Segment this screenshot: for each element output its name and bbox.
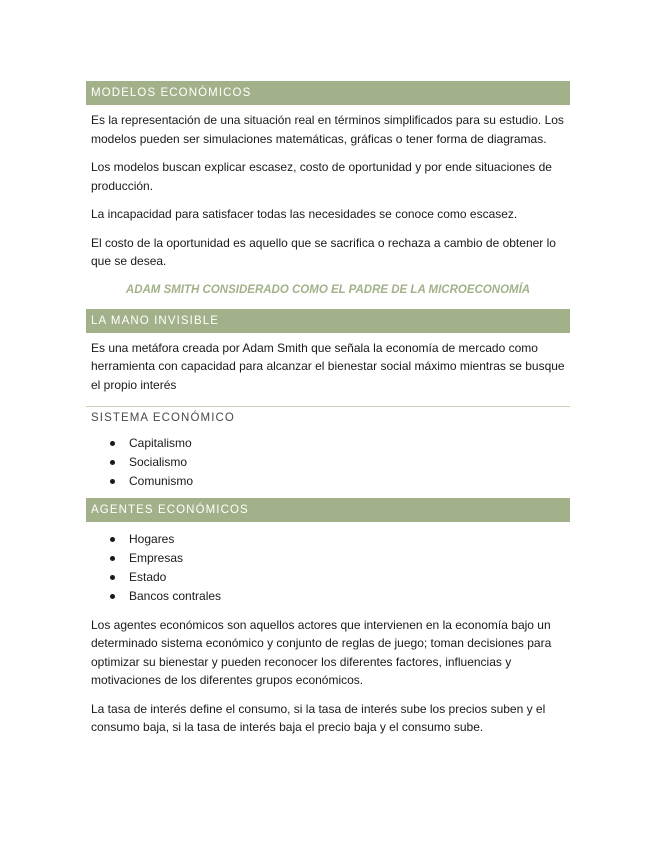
subheading-sistema-economico: SISTEMA ECONÓMICO	[86, 406, 570, 428]
list-item-label: Empresas	[129, 551, 184, 566]
list-item-label: Socialismo	[129, 454, 188, 469]
paragraph-agentes-definicion: Los agentes económicos son aquellos actores que intervienen en la economía bajo un determinado sistema económico y conjunto de reglas de juego; toman decisiones para optimizar su bienestar y pueden reconocer los diferentes factores, influencias y motivaciones de los diferentes grupos económicos.	[91, 617, 552, 688]
list-item	[129, 549, 570, 568]
list-item	[129, 587, 570, 606]
bullet-icon	[110, 594, 115, 599]
list-item-label: Hogares	[129, 532, 175, 547]
highlighted-quote: ADAM SMITH CONSIDERADO COMO EL PADRE DE LA MICROECONOMÍA	[125, 283, 531, 296]
list-item-label: Estado	[129, 569, 167, 584]
list-sistemas-economicos	[86, 434, 570, 490]
section-heading-mano-invisible: LA MANO INVISIBLE	[86, 309, 570, 333]
bullet-icon	[110, 479, 115, 484]
list-item	[129, 472, 570, 491]
bullet-icon	[110, 460, 115, 465]
section-heading-modelos-economicos: MODELOS ECONÓMICOS	[86, 81, 570, 105]
document-page	[86, 81, 570, 737]
bullet-icon	[110, 537, 115, 542]
list-item-label: Capitalismo	[129, 436, 192, 450]
paragraph-mano-invisible: Es una metáfora creada por Adam Smith que señala la economía de mercado como herramienta con capacidad para alcanzar el bienestar social máximo mientras se busque el propio interés	[91, 340, 565, 392]
bullet-icon	[110, 575, 115, 580]
bullet-icon	[110, 556, 115, 561]
list-item-label: Comunismo	[129, 473, 194, 488]
paragraph-modelos-definicion: Es la representación de una situación real en términos simplificados para su estudio. Los modelos pueden ser simulaciones matemáticas, gráficas o tener forma de diagramas.	[91, 113, 564, 146]
list-item	[129, 530, 570, 549]
section-heading-agentes-economicos: AGENTES ECONÓMICOS	[86, 498, 570, 522]
paragraph-modelos-explicar: Los modelos buscan explicar escasez, costo de oportunidad y por ende situaciones de producción.	[91, 160, 552, 193]
paragraph-costo-oportunidad: El costo de la oportunidad es aquello que se sacrifica o rechaza a cambio de obtener lo que se desea.	[91, 235, 556, 268]
list-agentes-economicos	[86, 530, 570, 605]
list-item	[129, 434, 570, 453]
list-item	[129, 453, 570, 472]
paragraph-tasa-interes: La tasa de interés define el consumo, si la tasa de interés sube los precios suben y el consumo baja, si la tasa de interés baja el precio baja y el consumo sube.	[91, 701, 546, 735]
list-item-label: Bancos contrales	[129, 588, 222, 603]
list-item	[129, 568, 570, 587]
paragraph-escasez: La incapacidad para satisfacer todas las necesidades se conoce como escasez.	[91, 207, 518, 221]
bullet-icon	[110, 441, 115, 446]
